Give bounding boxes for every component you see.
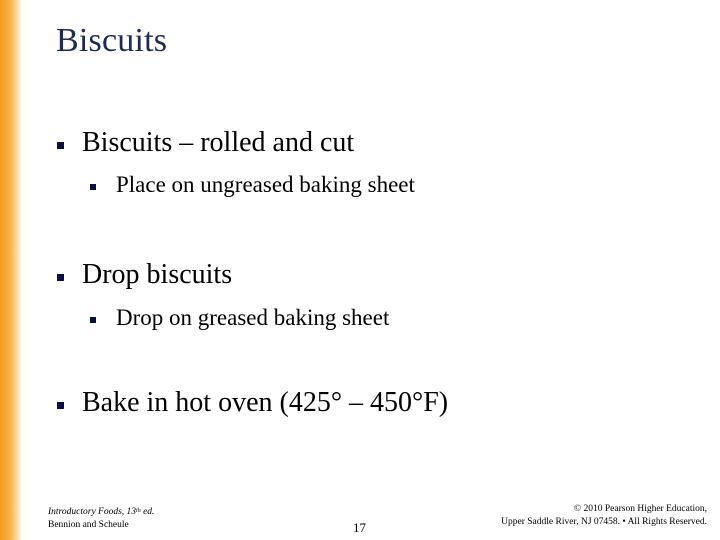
copyright-line-1: © 2010 Pearson Higher Education, bbox=[573, 504, 707, 514]
footer-copyright bbox=[447, 503, 707, 529]
bullet-icon bbox=[57, 274, 64, 281]
copyright-line-2: Upper Saddle River, NJ 07458. • All Rights Reserved. bbox=[501, 517, 707, 527]
sub-bullet-icon bbox=[90, 184, 96, 190]
bullet-icon bbox=[57, 142, 64, 149]
footer-book-title: Introductory Foods, 13 bbox=[48, 507, 137, 517]
page-number: 17 bbox=[353, 520, 366, 535]
bullet-1-text: Biscuits – rolled and cut bbox=[82, 127, 355, 158]
bullet-2-text: Drop biscuits bbox=[82, 259, 233, 290]
footer-edition-suffix: ed. bbox=[140, 507, 155, 517]
bullet-3-text: Bake in hot oven (425° – 450°F) bbox=[82, 387, 449, 418]
bullet-2-sub-1-text: Drop on greased baking sheet bbox=[116, 305, 390, 330]
slide-title: Biscuits bbox=[56, 22, 168, 59]
footer-authors: Bennion and Scheule bbox=[48, 520, 129, 530]
bullet-icon bbox=[57, 402, 64, 409]
footer-book-title-line bbox=[48, 506, 154, 519]
bullet-1-sub-1-text: Place on ungreased baking sheet bbox=[116, 172, 415, 197]
footer-edition-sup: th bbox=[136, 508, 141, 514]
footer-book-info bbox=[48, 506, 154, 532]
accent-side-bar bbox=[0, 0, 22, 540]
sub-bullet-icon bbox=[90, 317, 96, 323]
